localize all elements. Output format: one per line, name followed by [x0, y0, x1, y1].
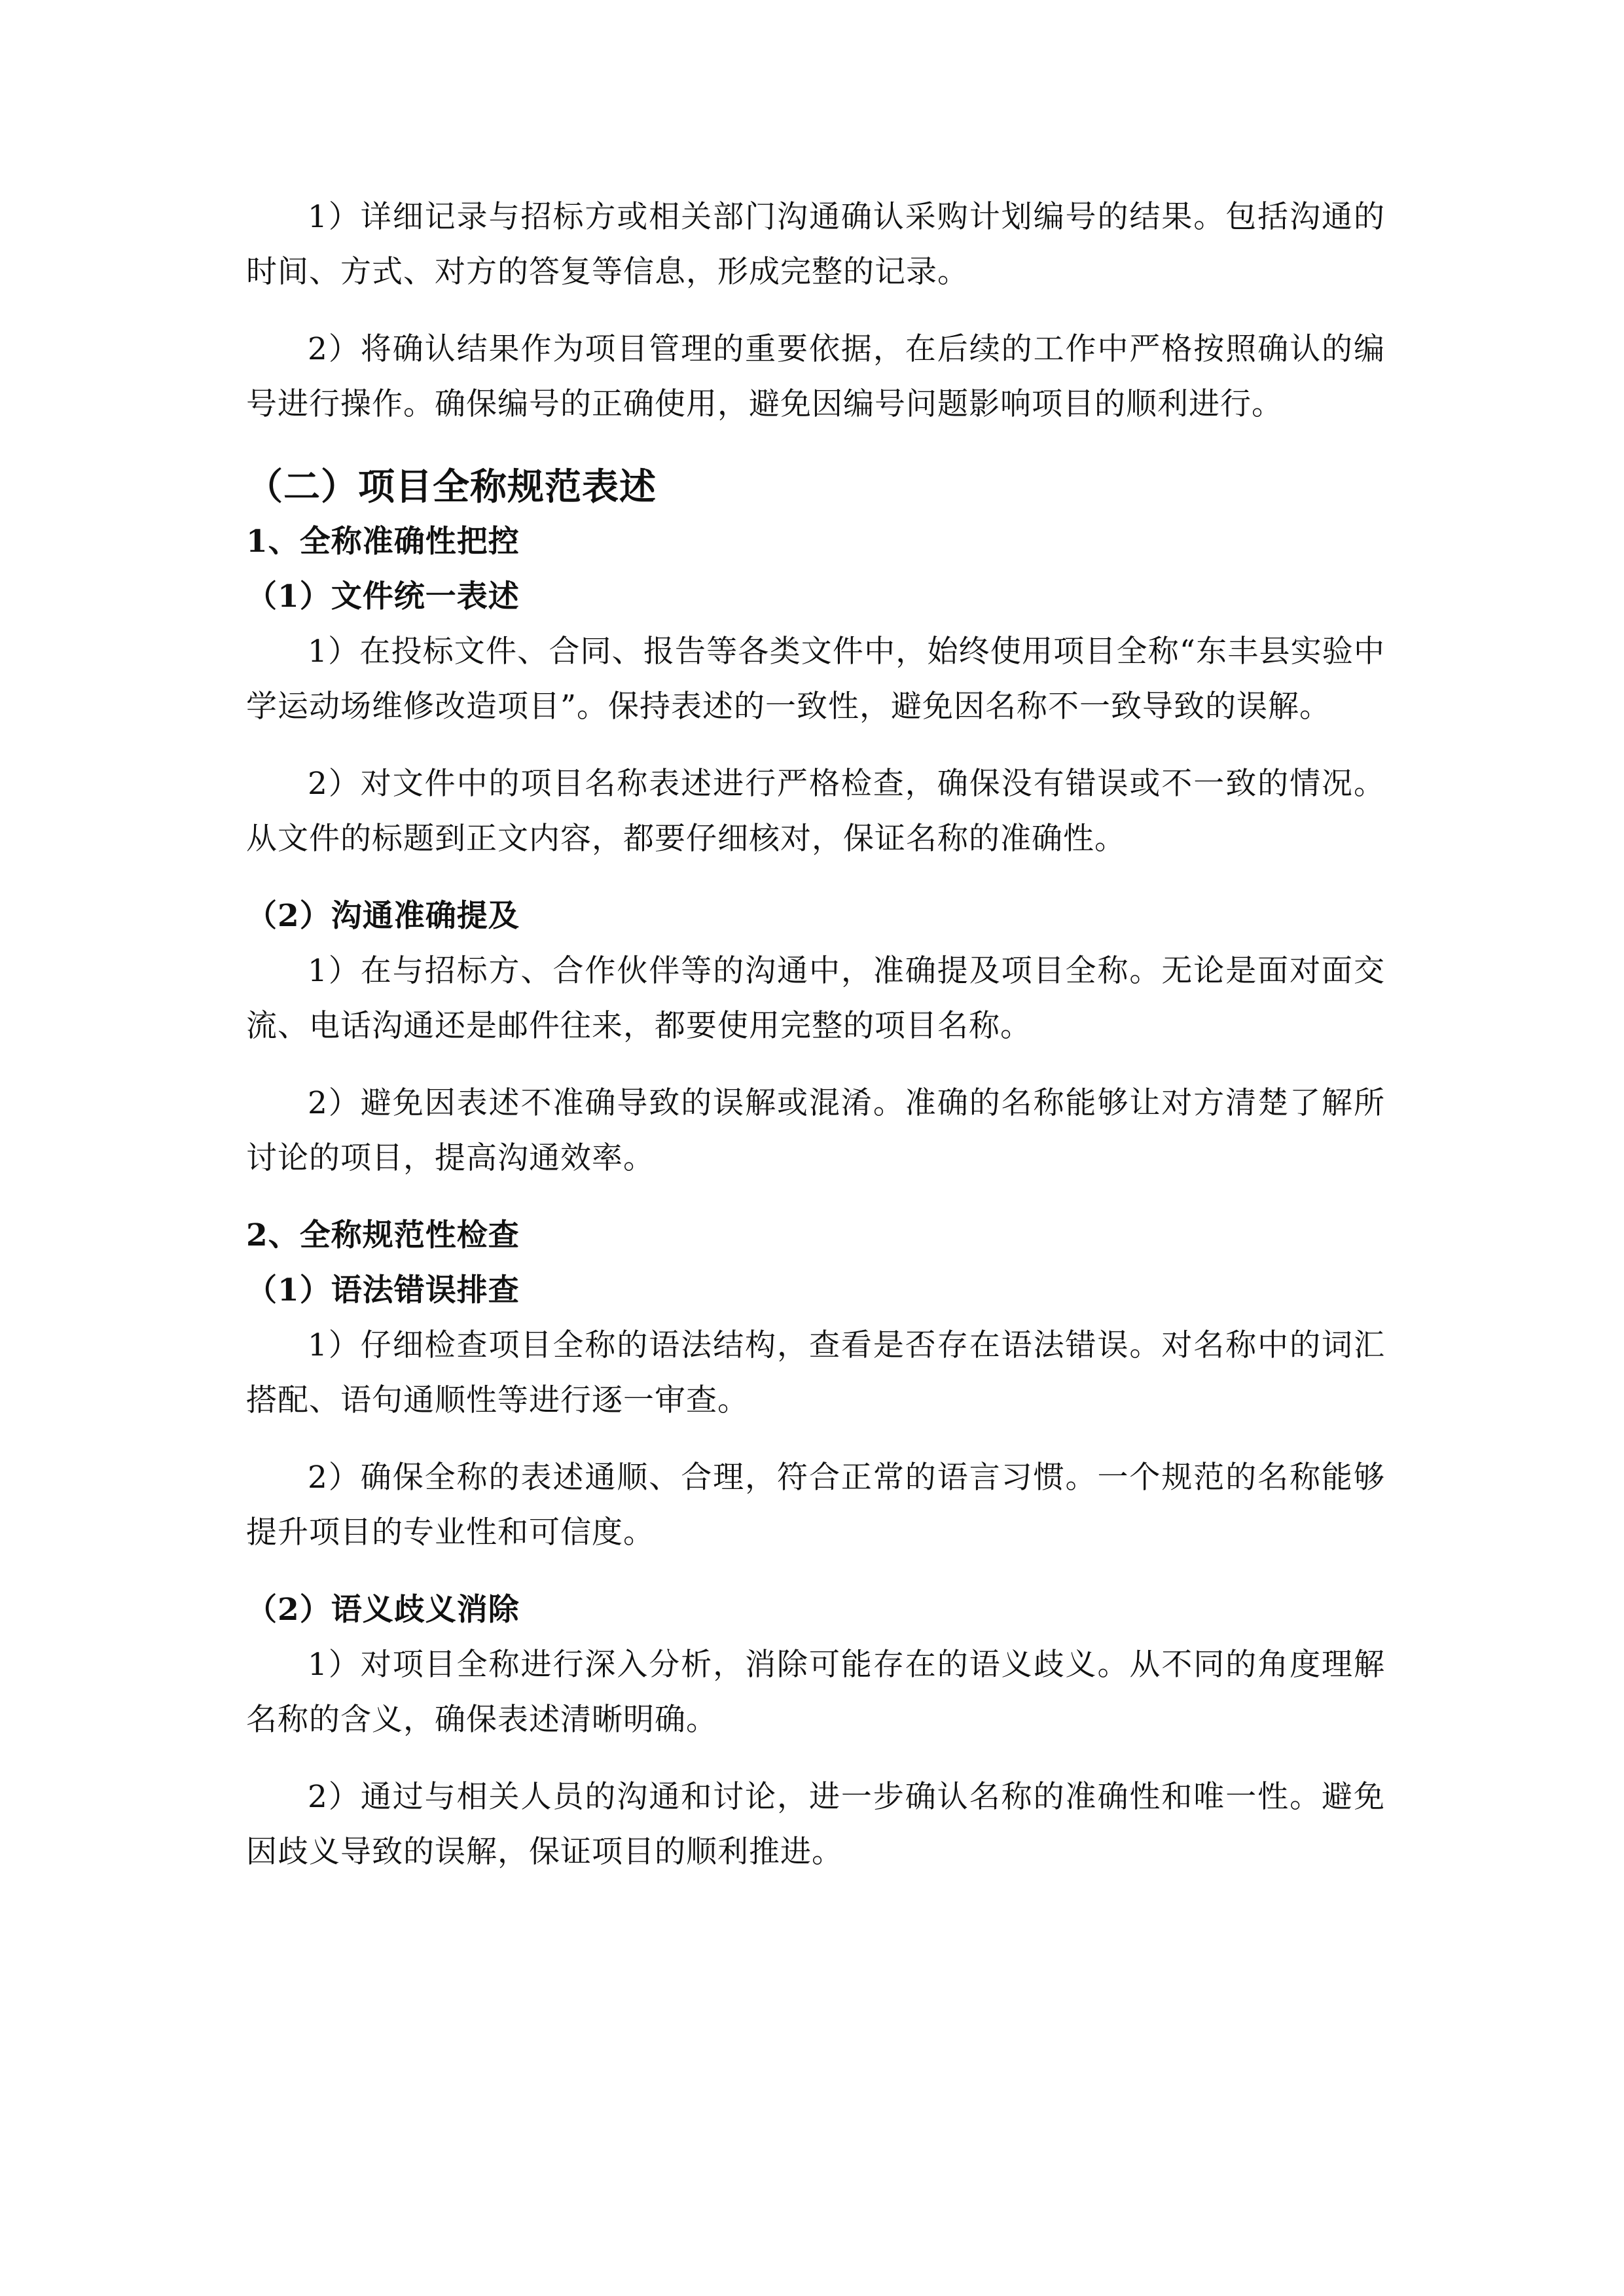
- subsection-2-title: 2、全称规范性检查: [246, 1217, 520, 1253]
- subsection-1-item-1-paragraph-1: 1）在投标文件、合同、报告等各类文件中，始终使用项目全称“东丰县实验中学运动场维修改造项目”。保持表述的一致性，避免因名称不一致导致的误解。: [246, 634, 1385, 725]
- intro-paragraph-1: 1）详细记录与招标方或相关部门沟通确认采购计划编号的结果。包括沟通的时间、方式、对方的答复等信息，形成完整的记录。: [246, 199, 1385, 290]
- subsection-2-item-1-title: （1）语法错误排查: [246, 1272, 520, 1308]
- section-title: （二）项目全称规范表述: [246, 465, 657, 509]
- subsection-1-item-2-paragraph-1: 1）在与招标方、合作伙伴等的沟通中，准确提及项目全称。无论是面对面交流、电话沟通还是邮件往来，都要使用完整的项目名称。: [246, 953, 1385, 1044]
- subsection-1-item-1-title: （1）文件统一表述: [246, 579, 520, 615]
- document-body: [246, 190, 1385, 1902]
- subsection-2-item-1-paragraph-1: 1）仔细检查项目全称的语法结构，查看是否存在语法错误。对名称中的词汇搭配、语句通顺性等进行逐一审查。: [246, 1327, 1385, 1418]
- subsection-2-item-2-title: （2）语义歧义消除: [246, 1592, 520, 1628]
- subsection-2-item-1-paragraph-2: 2）确保全称的表述通顺、合理，符合正常的语言习惯。一个规范的名称能够提升项目的专业性和可信度。: [246, 1460, 1385, 1551]
- subsection-1-item-2-paragraph-2: 2）避免因表述不准确导致的误解或混淆。准确的名称能够让对方清楚了解所讨论的项目，提高沟通效率。: [246, 1085, 1385, 1176]
- subsection-1-title: 1、全称准确性把控: [246, 524, 520, 560]
- intro-paragraph-2: 2）将确认结果作为项目管理的重要依据，在后续的工作中严格按照确认的编号进行操作。确保编号的正确使用，避免因编号问题影响项目的顺利进行。: [246, 331, 1385, 422]
- subsection-1-item-1-paragraph-2: 2）对文件中的项目名称表述进行严格检查，确保没有错误或不一致的情况。从文件的标题到正文内容，都要仔细核对，保证名称的准确性。: [246, 766, 1385, 857]
- subsection-1-item-2-title: （2）沟通准确提及: [246, 898, 520, 934]
- subsection-2-item-2-paragraph-2: 2）通过与相关人员的沟通和讨论，进一步确认名称的准确性和唯一性。避免因歧义导致的误解，保证项目的顺利推进。: [246, 1779, 1385, 1870]
- subsection-2-item-2-paragraph-1: 1）对项目全称进行深入分析，消除可能存在的语义歧义。从不同的角度理解名称的含义，确保表述清晰明确。: [246, 1647, 1385, 1738]
